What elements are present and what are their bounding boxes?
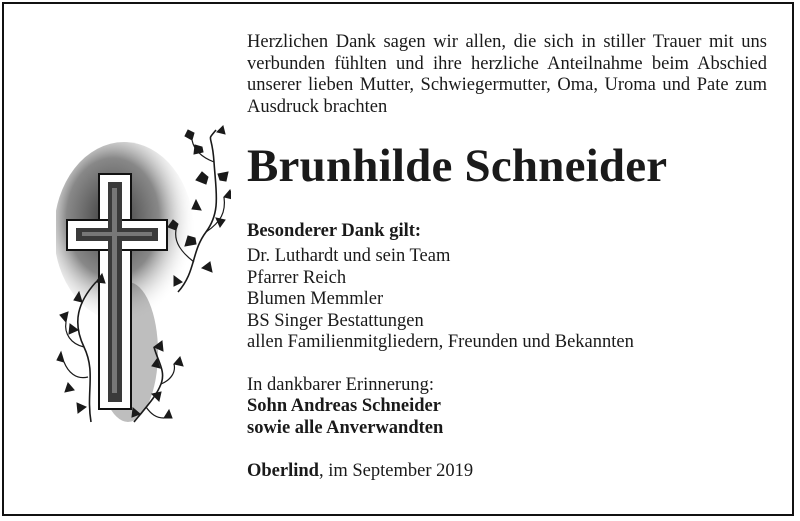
thanks-item: Blumen Memmler [247,289,384,309]
cross-with-ivy-illustration [56,122,231,427]
signer-line: sowie alle Anverwandten [247,417,444,438]
thanks-item: Pfarrer Reich [247,267,347,288]
notice-date: , im September 2019 [318,461,474,481]
notice-text [247,32,767,482]
place-date-line [247,460,767,482]
thanks-list [247,246,767,354]
place-name: Oberlind [247,461,319,481]
intro-paragraph: Herzlichen Dank sagen wir allen, die sich in stiller Trauer mit uns verbunden fühlten und ihre herzliche Anteilnahme beim Abschied unserer lieben Mutter, Schwiegermutter, Oma, Uroma und Pate zum Ausdruck brachten [247,32,767,117]
thanks-item: Dr. Luthardt und sein Team [247,246,451,266]
thanks-item: allen Familienmitgliedern, Freunden und Bekannten [247,332,634,352]
deceased-name: Brunhilde Schneider [247,140,668,192]
signer-line: Sohn Andreas Schneider [247,396,441,416]
thanks-item: BS Singer Bestattungen [247,310,424,331]
thanks-heading: Besonderer Dank gilt: [247,221,422,241]
memory-line: In dankbarer Erinnerung: [247,374,434,395]
obituary-notice [2,2,794,516]
